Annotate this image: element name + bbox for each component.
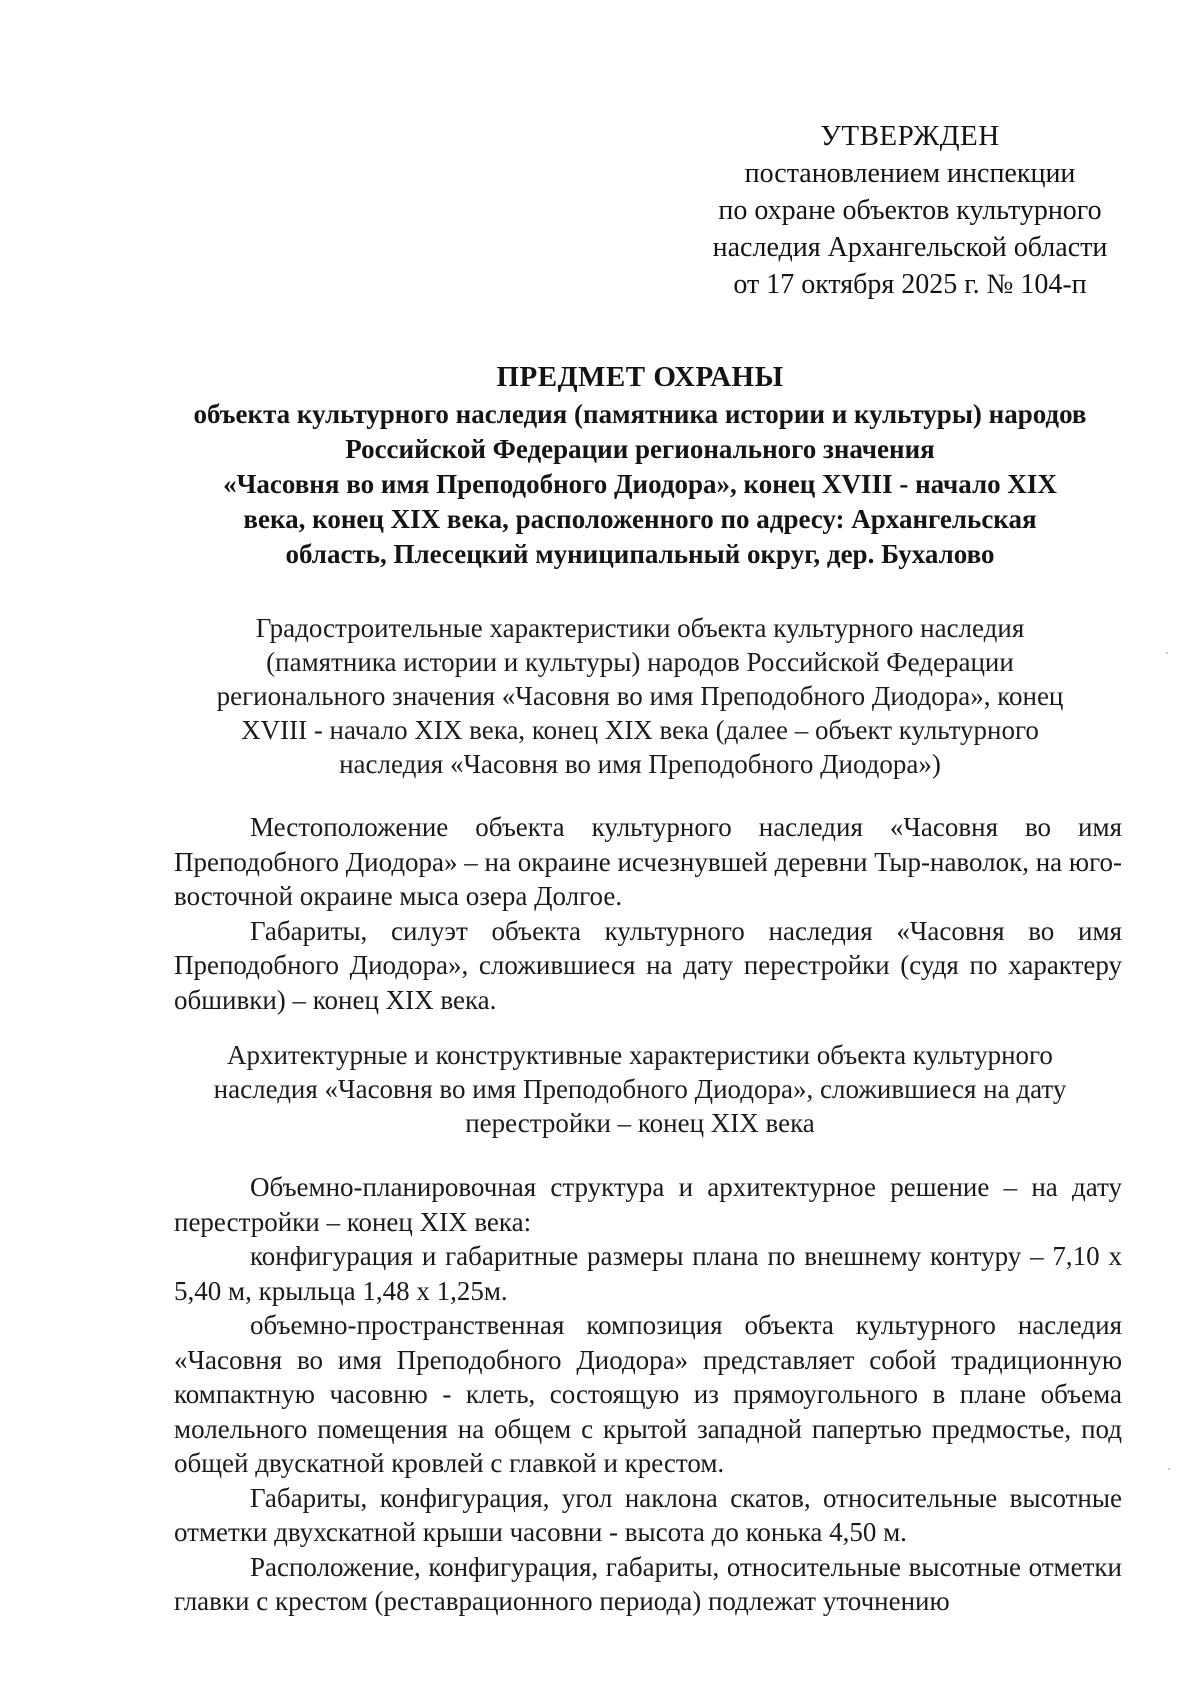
approval-line: наследия Архангельской области [712,232,1108,263]
heading-line: (памятника истории и культуры) народов Российской Федерации [266,647,1014,677]
heading-line: перестройки – конец XIX века [465,1108,815,1138]
heading-line: регионального значения «Часовня во имя Преподобного Диодора», конец [216,681,1064,711]
approval-stamp [690,118,1130,303]
paragraph: Местоположение объекта культурного наследия «Часовня во имя Преподобного Диодора» – на окраине исчезнувшей деревни Тыр-наволок, на юго-восточной окраине мыса озера Долгое. [174,812,1122,911]
heading-line: наследия «Часовня во имя Преподобного Диодора», сложившиеся на дату [213,1074,1067,1104]
title-line: века, конец XIX века, расположенного по адресу: Архангельская [243,504,1037,534]
approval-line: по охране объектов культурного [718,195,1102,226]
paragraph: объемно-пространственная композиция объекта культурного наследия «Часовня во имя Преподобного Диодора» представляет собой традиционную компактную часовню - клеть, состоящую из прямоугольного в плане объема молельного помещения на общем с крытой западной папертью предмостье, под общей двускатной кровлей с главкой и крестом. [174,1310,1122,1478]
approval-line: постановлением инспекции [744,158,1076,189]
heading-line: Градостроительные характеристики объекта культурного наследия [255,613,1025,643]
paragraph: конфигурация и габаритные размеры плана по внешнему контуру – 7,10 х 5,40 м, крыльца 1,48 х 1,25м. [174,1241,1122,1306]
paragraph: Объемно-планировочная структура и архитектурное решение – на дату перестройки – конец XIX века: [174,1172,1122,1237]
section-heading-architecture [175,1038,1105,1140]
scan-speck [1166,652,1168,654]
document-title: ПРЕДМЕТ ОХРАНЫ [496,361,784,393]
paragraph: Расположение, конфигурация, габариты, относительные высотные отметки главки с крестом (реставрационного периода) подлежат уточнению [174,1551,1122,1616]
approval-date-line: от 17 октября 2025 г. № 104-п [733,269,1087,300]
title-line: область, Плесецкий муниципальный округ, дер. Бухалово [285,539,995,569]
scan-speck [1168,1468,1170,1470]
title-line: объекта культурного наследия (памятника истории и культуры) народов [193,399,1087,429]
heading-line: Архитектурные и конструктивные характеристики объекта культурного [227,1040,1053,1070]
title-line: Российской Федерации регионального значения [345,434,935,464]
paragraph: Габариты, конфигурация, угол наклона скатов, относительные высотные отметки двухскатной крыши часовни - высота до конька 4,50 м. [174,1482,1122,1547]
approval-title: УТВЕРЖДЕН [820,120,1000,152]
document-title-block [160,360,1120,572]
title-line: «Часовня во имя Преподобного Диодора», конец XVIII - начало XIX [223,469,1057,499]
paragraph: Габариты, силуэт объекта культурного наследия «Часовня во имя Преподобного Диодора», сложившиеся на дату перестройки (судя по характеру обшивки) – конец XIX века. [174,915,1122,1015]
section-heading-urban [175,611,1105,781]
heading-line: наследия «Часовня во имя Преподобного Диодора») [339,749,941,779]
location-section [174,810,1122,1017]
heading-line: XVIII - начало XIX века, конец XIX века (далее – объект культурного [241,715,1039,745]
architecture-section [174,1170,1122,1619]
